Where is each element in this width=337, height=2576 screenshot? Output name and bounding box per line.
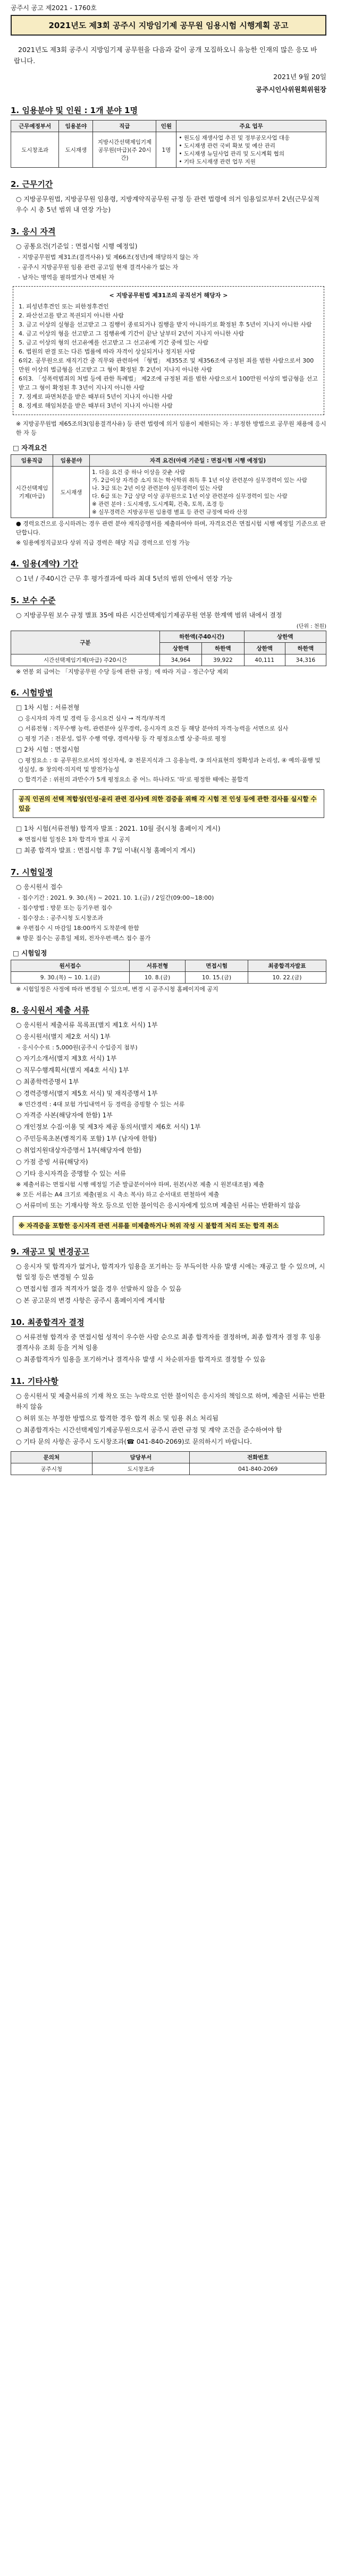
table-header: 최종합격자발표 (248, 960, 326, 972)
notice-box (13, 789, 324, 818)
list-item: □ 1차 시험(서류전형) 합격자 발표 : 2021. 10월 중(시청 홈페이지 게시) (16, 825, 221, 832)
section-4-title: 4. 임용(계약) 기간 (11, 559, 79, 568)
list-item: ○ 응시자 및 합격자가 없거나, 합격자가 임용을 포기하는 등 부득이한 사유 발생 시에는 재공고 할 수 있으며, 시험 일정 등은 변경될 수 있음 (16, 1263, 325, 1281)
list-item: ○ 서류전형 : 직무수행 능력, 관련분야 실무경력, 응시자격 요건 등 해당 분야의 자격·능력을 서면으로 심사 (18, 725, 289, 732)
list-item: □ 1차 시험 : 서류전형 (16, 704, 80, 711)
list-item: - 응시수수료 : 5,000원(공주시 수입증지 첨부) (18, 1044, 138, 1051)
table-header: 직급 (93, 120, 156, 132)
warning-box (13, 1216, 324, 1235)
table-row (11, 1463, 326, 1475)
table-cell: 공주시청 (11, 1463, 92, 1475)
table-cell: 10. 15.(금) (186, 972, 248, 984)
list-item: ○ 합격기준 : 위원의 과반수가 5개 평정요소 중 어느 하나라도 '하'로 평정한 때에는 불합격 (18, 776, 249, 783)
list-item: ○ 직무수행계획서(별지 제4호 서식) 1부 (16, 1066, 129, 1074)
list-item: 6의2. 공무원으로 재직기간 중 직무와 관련하여 「형법」 제355조 및 제356조에 규정된 죄를 범한 사람으로서 300만원 이상의 벌금형을 선고받고 그 형이 확정된 후 2년이 지나지 아니한 사람 (19, 357, 314, 373)
table-cell: 도시재생 (53, 467, 90, 518)
list-item: ○ 자격증 사본(해당자에 한함) 1부 (16, 1112, 113, 1119)
table-cell: 9. 30.(목) ~ 10. 1.(금) (11, 972, 130, 984)
table-header: 상한액 (244, 631, 326, 643)
table-row (11, 972, 326, 984)
table-subheader: 상한액 (159, 643, 201, 654)
table-header: 자격 요건(아래 기준일 : 면접시험 시행 예정일) (90, 455, 326, 467)
list-item: 1. 피성년후견인 또는 피한정후견인 (19, 303, 109, 310)
table-header: 원서접수 (11, 960, 130, 972)
list-item: 6의3. 「성폭력범죄의 처벌 등에 관한 특례법」 제2조에 규정된 죄를 범한 사람으로서 100만원 이상의 벌금형을 선고받고 그 형이 확정된 후 3년이 지나지 아니한 사람 (19, 375, 318, 391)
req-item: ※ 실무경력은 지방공무원 임용령 별표 등 관련 규정에 따라 산정 (92, 509, 248, 515)
table-row (11, 467, 326, 518)
list-item: ○ 평정 기준 : 전문성, 업무 수행 역량, 경력사항 등 각 평정요소별 상·중·하로 평정 (18, 735, 226, 742)
list-item: - 남자는 병역을 필하였거나 면제된 자 (18, 274, 114, 281)
table-subheader: 하한액 (202, 643, 244, 654)
table-header: 문의처 (11, 1452, 92, 1463)
list-item: ○ 본 공고문의 변경 사항은 공주시 홈페이지에 게시함 (16, 1297, 165, 1304)
salary-table (11, 631, 326, 666)
list-item: 6. 법원의 판결 또는 다른 법률에 따라 자격이 상실되거나 정지된 사람 (19, 348, 196, 355)
note: ※ 우편접수 시 마감일 18:00까지 도착분에 한함 (16, 925, 139, 932)
table-cell: 34,964 (159, 654, 201, 666)
req-item: ※ 관련 분야 : 도시재생, 도시계획, 건축, 토목, 조경 등 (92, 501, 224, 507)
positions-table (11, 120, 326, 168)
table-cell: 041-840-2069 (190, 1463, 326, 1475)
section-3-title: 3. 응시 자격 (11, 227, 56, 236)
table-cell: 39,922 (202, 654, 244, 666)
table-subheader: 하한액 (285, 643, 326, 654)
table-header: 임용분야 (59, 120, 93, 132)
table-cell: 10. 22.(금) (248, 972, 326, 984)
table-header: 구분 (11, 631, 160, 654)
section-10-title: 10. 최종합격자 결정 (11, 1317, 85, 1327)
duty-item: • 기타 도시재생 관련 업무 지원 (179, 159, 256, 165)
requirements-table (11, 454, 326, 518)
list-item: ○ 기타 문의 사항은 공주시 도시창조과(☎ 041-840-2069)로 문의하시기 바랍니다. (16, 1438, 252, 1445)
notice-org: 공주시인사위원회위원장 (256, 85, 326, 93)
notice-number: 공주시 공고 제2021 - 1760호 (11, 4, 97, 12)
list-item: ○ 응시원서 접수 (16, 883, 63, 891)
section-11-title: 11. 기타사항 (11, 1376, 58, 1386)
section-4-text: ○ 1년 / 주40시간 근무 후 평가결과에 따라 최대 5년의 범위 안에서 연장 가능 (16, 575, 233, 582)
req-item: 나. 3급 또는 2년 이상 관련분야 실무경력이 있는 사람 (92, 485, 223, 492)
list-item: □ 최종 합격자 발표 : 면접시험 후 7일 이내(시청 홈페이지 게시) (16, 847, 196, 854)
list-item: ○ 서류미비 또는 기재사항 착오 등으로 인한 불이익은 응시자에게 있으며 제출된 서류는 반환하지 않음 (16, 1202, 301, 1209)
list-item: ○ 최종합격자가 임용을 포기하거나 결격사유 발생 시 차순위자를 합격자로 결정할 수 있음 (16, 1356, 266, 1363)
table-cell: 시간선택제임기제(마급) 주20시간 (11, 654, 160, 666)
duty-item: • 도시재생 관련 국비 확보 및 예산 관리 (179, 143, 276, 149)
table-header: 면접시험 (186, 960, 248, 972)
list-item: ○ 최종합격자는 시간선택제임기제공무원으로서 공주시 관련 규정 및 계약 조건을 준수하여야 함 (16, 1426, 282, 1434)
section-5-title: 5. 보수 수준 (11, 596, 56, 605)
list-item: ○ 개인정보 수집·이용 및 제3자 제공 동의서(별지 제6호 서식) 1부 (16, 1123, 201, 1131)
note: ※ 지방공무원법 제65조의3(임용결격사유) 등 관련 법령에 의거 임용이 제한되는 자 : 부정한 방법으로 공무원 채용에 응시한 자 등 (16, 420, 326, 436)
list-item: ○ 응시원서 및 제출서류의 기재 착오 또는 누락으로 인한 불이익은 응시자의 책임으로 하며, 제출된 서류는 반환하지 않음 (16, 1392, 325, 1410)
table-row (11, 132, 326, 168)
section-5-text: ○ 지방공무원 보수 규정 별표 35에 따른 시간선택제임기제공무원 연봉 한계액 범위 내에서 결정 (16, 611, 282, 619)
note: ※ 모든 서류는 A4 크기로 제출(필요 시 축소 복사) 하고 순서대로 편철하여 제출 (16, 1191, 220, 1198)
req-item: 1. 다음 요건 중 하나 이상을 갖춘 사람 (92, 469, 186, 476)
list-item: ○ 응시원서(별지 제2호 서식) 1부 (16, 1033, 111, 1040)
table-header: 하한액(주40시간) (159, 631, 244, 643)
list-item: - 지방공무원법 제31조(결격사유) 및 제66조(정년)에 해당하지 않는 자 (18, 254, 199, 261)
note: ※ 임용예정직급보다 상위 직급 경력은 해당 직급 경력으로 인정 가능 (16, 539, 190, 546)
notice-title: 2021년도 제3회 공주시 지방임기제 공무원 임용시험 시행계획 공고 (11, 15, 326, 36)
req-item: 가. 2급이상 자격증 소지 또는 학사학위 취득 후 1년 이상 관련분야 실무경력이 있는 사람 (92, 477, 307, 484)
table-cell: 도시창조과 (11, 132, 59, 168)
table-header: 주요 업무 (176, 120, 326, 132)
schedule-table (11, 960, 326, 984)
list-item: ○ 주민등록초본(병적기록 포함) 1부 (남자에 한함) (16, 1135, 157, 1142)
list-item: □ 2차 시험 : 면접시험 (16, 746, 80, 753)
table-header: 인원 (156, 120, 176, 132)
list-item: ○ 최종학력증명서 1부 (16, 1078, 79, 1085)
list-item: ○ 면접시험 결과 적격자가 없을 경우 선발하지 않을 수 있음 (16, 1285, 182, 1293)
note: ※ 시험일정은 사정에 따라 변경될 수 있으며, 변경 시 공주시청 홈페이지에 공지 (16, 986, 218, 993)
list-item: ○ 기타 응시자격을 증명할 수 있는 서류 (16, 1170, 127, 1177)
list-item: - 접수방법 : 방문 또는 등기우편 접수 (18, 904, 113, 911)
table-header: 임용분야 (53, 455, 90, 467)
list-item: ○ 응시자의 자격 및 경력 등 응시요건 심사 → 적격/부적격 (18, 715, 166, 722)
section-8-title: 8. 응시원서 제출 서류 (11, 1005, 89, 1015)
duty-item: • 도시재생 뉴딜사업 관리 및 도시계획 협의 (179, 151, 284, 157)
list-item: - 접수기간 : 2021. 9. 30.(목) ~ 2021. 10. 1.(금) / 2일간(09:00~18:00) (18, 894, 214, 901)
table-cell: 1명 (156, 132, 176, 168)
list-item: ○ 서류전형 합격자 중 면접시험 성적이 우수한 사람 순으로 최종 합격자를 결정하며, 최종 합격자 결정 후 임용결격사유 조회 등을 거쳐 임용 (16, 1333, 321, 1351)
table-cell: 도시창조과 (92, 1463, 190, 1475)
requirements-title: □ 자격요건 (13, 444, 47, 452)
table-cell: 10. 8.(금) (129, 972, 185, 984)
section-1-title: 1. 임용분야 및 인원 : 1개 분야 1명 (11, 106, 138, 115)
table-header: 담당부서 (92, 1452, 190, 1463)
note: ※ 제출서류는 면접시험 시행 예정일 기준 발급분이어야 하며, 원본(사본 제출 시 원본대조필) 제출 (16, 1181, 265, 1188)
list-item: 4. 금고 이상의 형을 선고받고 그 집행유예 기간이 끝난 날부터 2년이 지나지 아니한 사람 (19, 330, 245, 337)
list-item: ○ 허위 또는 부정한 방법으로 합격한 경우 합격 취소 및 임용 취소 처리됨 (16, 1415, 218, 1422)
table-header: 전화번호 (190, 1452, 326, 1463)
table-header: 서류전형 (129, 960, 185, 972)
duties-cell (176, 132, 326, 168)
table-header: 근무예정부서 (11, 120, 59, 132)
duty-item: • 원도심 재생사업 추진 및 정부공모사업 대응 (179, 135, 290, 141)
table-cell: 지방시간선택제임기제공무원(마급)(주 20시간) (93, 132, 156, 168)
list-item: 7. 징계로 파면처분을 받은 때부터 5년이 지나지 아니한 사람 (19, 393, 173, 400)
section-3-intro: ○ 공통요건(기준일 : 면접시험 시행 예정일) (16, 243, 138, 250)
note: ※ 방문 접수는 공휴일 제외, 전자우편·팩스 접수 불가 (16, 935, 151, 942)
list-item: ○ 경력증명서(별지 제5호 서식) 및 재직증명서 1부 (16, 1090, 158, 1097)
notice-date: 2021년 9월 20일 (273, 73, 326, 81)
table-row (11, 654, 326, 666)
list-item: 5. 금고 이상의 형의 선고유예를 선고받고 그 선고유예 기간 중에 있는 사람 (19, 339, 209, 346)
list-item: - 공주시 지방공무원 임용 관련 공고일 현재 결격사유가 없는 자 (18, 264, 179, 271)
list-item: ○ 자기소개서(별지 제3호 서식) 1부 (16, 1055, 117, 1062)
table-cell: 34,316 (285, 654, 326, 666)
list-item: 2. 파산선고를 받고 복권되지 아니한 사람 (19, 312, 124, 319)
list-item: ○ 평정요소 : ① 공무원으로서의 정신자세, ② 전문지식과 그 응용능력, ③ 의사표현의 정확성과 논리성, ④ 예의·품행 및 성실성, ⑤ 창의력·의지력 및 발전가능성 (18, 757, 321, 773)
list-item: ※ 면접시험 일정은 1차 합격자 발표 시 공지 (18, 836, 130, 843)
contact-table (11, 1451, 326, 1475)
table-subheader: 상한액 (244, 643, 285, 654)
requirements-cell (90, 467, 326, 518)
section-9-title: 9. 재공고 및 변경공고 (11, 1247, 89, 1256)
schedule-title: □ 시험일정 (13, 949, 47, 957)
req-item: 다. 6급 또는 7급 상당 이상 공무원으로 1년 이상 관련분야 실무경력이 있는 사람 (92, 493, 288, 499)
notice-intro: 2021년도 제3회 공주시 지방임기제 공무원을 다음과 같이 공개 모집하오니 유능한 인재의 많은 응모 바랍니다. (14, 46, 317, 65)
section-7-title: 7. 시험일정 (11, 867, 53, 877)
box-title: < 지방공무원법 제31조의 공직선거 해당자 > (109, 292, 228, 299)
table-cell: 도시재생 (59, 132, 93, 168)
table-cell: 시간선택제임기제(마급) (11, 467, 53, 518)
list-item: 8. 징계로 해임처분을 받은 때부터 3년이 지나지 아니한 사람 (19, 402, 173, 409)
highlight-text: 공직 인권의 선택 적합성(인성·윤리 관련 검사)에 의한 검증을 위해 각 시험 전 인성 등에 관한 검사를 실시할 수 있음 (19, 795, 317, 812)
section-2-text: ○ 지방공무원법, 지방공무원 임용령, 지방계약직공무원 규정 등 관련 법령에 의거 임용일로부터 2년(근무실적 우수 시 총 5년 범위 내 연장 가능) (16, 195, 319, 213)
list-item: - 접수장소 : 공주시청 도시창조과 (18, 915, 103, 921)
disqualification-box (13, 286, 324, 415)
list-item: ○ 가점 증빙 서류(해당자) (16, 1158, 88, 1166)
unit-label: (단위 : 천원) (296, 624, 326, 630)
highlight-text: ※ 자격증을 포함한 응시자격 관련 서류를 미제출하거나 허위 작성 시 불합격 처리 또는 합격 취소 (19, 1222, 279, 1229)
list-item: ○ 응시원서 제출서류 목록표(별지 제1호 서식) 1부 (16, 1021, 158, 1029)
section-2-title: 2. 근무기간 (11, 179, 53, 189)
list-item: ※ 민간경력 : 4대 보험 가입내역서 등 경력을 증빙할 수 있는 서류 (18, 1101, 185, 1108)
note: ※ 연봉 외 급여는 「지방공무원 수당 등에 관한 규정」에 따라 지급 - 정근수당 제외 (16, 668, 229, 675)
note: ● 경력요건으로 응시하려는 경우 관련 분야 재직증명서를 제출하여야 하며, 자격요건은 면접시험 시행 예정일 기준으로 판단합니다. (16, 520, 326, 536)
section-6-title: 6. 시험방법 (11, 688, 53, 697)
list-item: ○ 취업지원대상자증명서 1부(해당자에 한함) (16, 1147, 141, 1154)
table-header: 임용직급 (11, 455, 53, 467)
list-item: 3. 금고 이상의 실형을 선고받고 그 집행이 종료되거나 집행을 받지 아니하기로 확정된 후 5년이 지나지 아니한 사람 (19, 321, 312, 328)
table-cell: 40,111 (244, 654, 285, 666)
